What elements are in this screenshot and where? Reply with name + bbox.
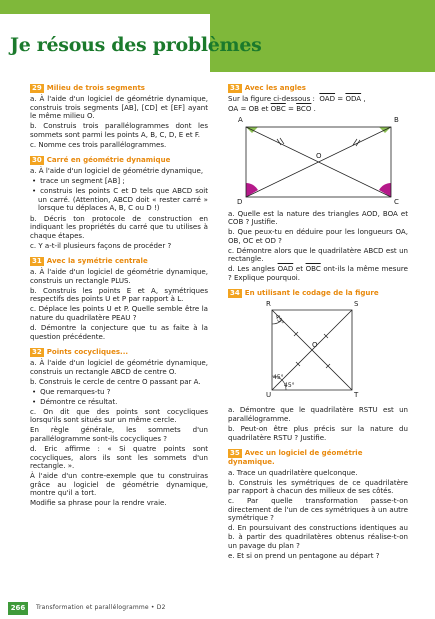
question-a: a. À l'aide d'un logiciel de géométrie dynamique, construis un rectangle ABCD de centre O. (30, 358, 208, 376)
rectangle-figure (234, 115, 404, 206)
page-title: Je résous des problèmes (10, 34, 262, 56)
question-a: a. À l'aide d'un logiciel de géométrie dynamique, construis trois segments [AB], [CD] et [EF] ayant le même milieu O. (30, 94, 208, 121)
exercise-title: Avec les angles (244, 83, 307, 92)
label-r: R (266, 300, 271, 309)
exercise-number: 31 (32, 257, 42, 266)
exercise-35 (228, 449, 408, 560)
angle-label: 45° (273, 313, 285, 327)
question-d: d. En poursuivant des constructions identiques au b. à partir des quadrilatères obtenus réalise-t-on un pavage du plan ? (228, 523, 408, 550)
question-d: d. Eric affirme : « Si quatre points sont cocycliques, alors ils sont les sommets d'un rectangle. ». (30, 444, 208, 471)
question-c: c. Déplace les points U et P. Quelle semble être la nature du quadrilatère PEAU ? (30, 304, 208, 322)
exercise-number: 32 (32, 348, 42, 357)
question-d: d. Démontre la conjecture que tu as faite à la question précédente. (30, 322, 208, 341)
angle-label: 45° (273, 374, 284, 382)
question-c: c. Y a-t-il plusieurs façons de procéder ? (30, 240, 172, 250)
label-u: U (266, 391, 272, 400)
question-c: c. Par quelle transformation passe-t-on directement de l'un de ces symétriques à un autre symétrique ? (228, 496, 408, 523)
question-d: d. Les angles $\overline{OAD}$ et $\overline{OBC}$ ont-ils la même mesure ? Explique pourquoi. (228, 264, 408, 282)
question-d-text: Modifie sa phrase pour la rendre vraie. (30, 498, 167, 508)
page-footer (0, 598, 435, 619)
question-b: b. Que peux-tu en déduire pour les longueurs OA, OB, OC et OD ? (228, 227, 408, 245)
left-column (30, 84, 208, 515)
question-e: e. Et si on prend un pentagone au départ ? (228, 550, 380, 560)
exercise-number: 34 (230, 289, 240, 298)
question-b: b. Peut-on être plus précis sur la nature du quadrilatère RSTU ? Justifie. (228, 424, 408, 442)
top-green-bar (0, 0, 435, 14)
exercise-number: 30 (32, 156, 42, 165)
bullet-item: • trace un segment [AB] ; (30, 177, 208, 186)
exercise-33 (228, 84, 408, 282)
label-o: O (312, 341, 318, 350)
question-b: b. Construis les points E et A, symétriques respectifs des points U et P par rapport à L. (30, 285, 208, 304)
bullet-item: • Que remarques-tu ? (30, 388, 208, 397)
exercise-title: Carré en géométrie dynamique (46, 155, 171, 165)
label-b: B (394, 115, 399, 124)
angle-label: 45° (284, 382, 295, 390)
question-c: c. Démontre alors que le quadrilatère ABCD est un rectangle. (228, 245, 408, 264)
question-b: b. Décris ton protocole de construction en indiquant les propriétés du carré que tu utilises à chaque étapes. (30, 213, 208, 240)
question-d-text: À l'aide d'un contre-exemple que tu construiras grâce au logiciel de géométrie dynamique, montre qu'il a tort. (30, 471, 208, 498)
label-s: S (354, 300, 359, 309)
question-b: b. Construis le cercle de centre O passant par A. (30, 376, 201, 386)
question-c: c. On dit que des points sont cocycliques lorsqu'ils sont situés sur un même cercle. (30, 406, 208, 425)
exercise-29 (30, 84, 208, 149)
exercise-32 (30, 348, 208, 508)
question-c-text: En règle générale, les sommets d'un parallélogramme sont-ils cocycliques ? (30, 425, 208, 443)
intro-line: Sur la figure ci-dessous : $\overline{OAD} = \overline{ODA}$ , (228, 94, 366, 103)
tick-mark (356, 140, 360, 146)
parallelogram-figure (238, 302, 408, 402)
right-column (228, 84, 408, 567)
question-b: b. Construis les symétriques de ce quadrilatère par rapport à chacun des milieux de ses côtés. (228, 477, 408, 496)
exercise-title: Avec la symétrie centrale (46, 256, 148, 266)
exercise-title: En utilisant le codage de la figure (244, 288, 379, 298)
bullet-item: • Démontre ce résultat. (30, 398, 208, 407)
question-a: a. Trace un quadrilatère quelconque. (228, 467, 358, 477)
question-a: a. À l'aide d'un logiciel de géométrie dynamique, (30, 166, 204, 176)
footer-chapter: Transformation et parallélogramme • D2 (36, 604, 166, 611)
angle-mark-C (379, 183, 391, 197)
exercise-title: Avec un logiciel de géométrie (244, 448, 363, 458)
intro-line: OA = OB et $\overline{OBC} = \overline{BCO}$ . (228, 104, 316, 114)
page-number: 266 (8, 602, 28, 615)
tick-mark (280, 138, 284, 144)
question-a: a. À l'aide d'un logiciel de géométrie dynamique, construis un rectangle PLUS. (30, 267, 208, 285)
label-o: O (316, 151, 322, 160)
exercise-30 (30, 156, 208, 250)
exercise-title: Points cocycliques... (46, 347, 129, 357)
exercise-number: 29 (32, 84, 42, 92)
bullet-item: • construis les points C et D tels que ABCD soit un carré. (Attention, ABCD doit « rester carré » lorsque tu déplaces A, B, C ou D !) (30, 187, 208, 213)
label-t: T (354, 391, 359, 400)
question-a: a. Démontre que le quadrilatère RSTU est un parallélogramme. (228, 405, 408, 424)
label-a: A (238, 115, 243, 124)
exercise-title-cont: dynamique. (228, 457, 275, 467)
exercise-34 (228, 289, 408, 442)
angle-mark-D (246, 183, 258, 197)
question-b: b. Construis trois parallélogrammes dont les sommets sont parmi les points A, B, C, D, E et F. (30, 121, 208, 139)
exercise-number: 35 (230, 449, 240, 458)
label-d: D (237, 197, 243, 206)
exercise-title: Milieu de trois segments (46, 83, 146, 92)
exercise-31 (30, 257, 208, 341)
question-c: c. Nomme ces trois parallélogrammes. (30, 139, 167, 149)
question-a: a. Quelle est la nature des triangles AOD, BOA et COB ? Justifie. (228, 208, 408, 227)
exercise-number: 33 (230, 84, 240, 92)
label-c: C (394, 197, 399, 206)
